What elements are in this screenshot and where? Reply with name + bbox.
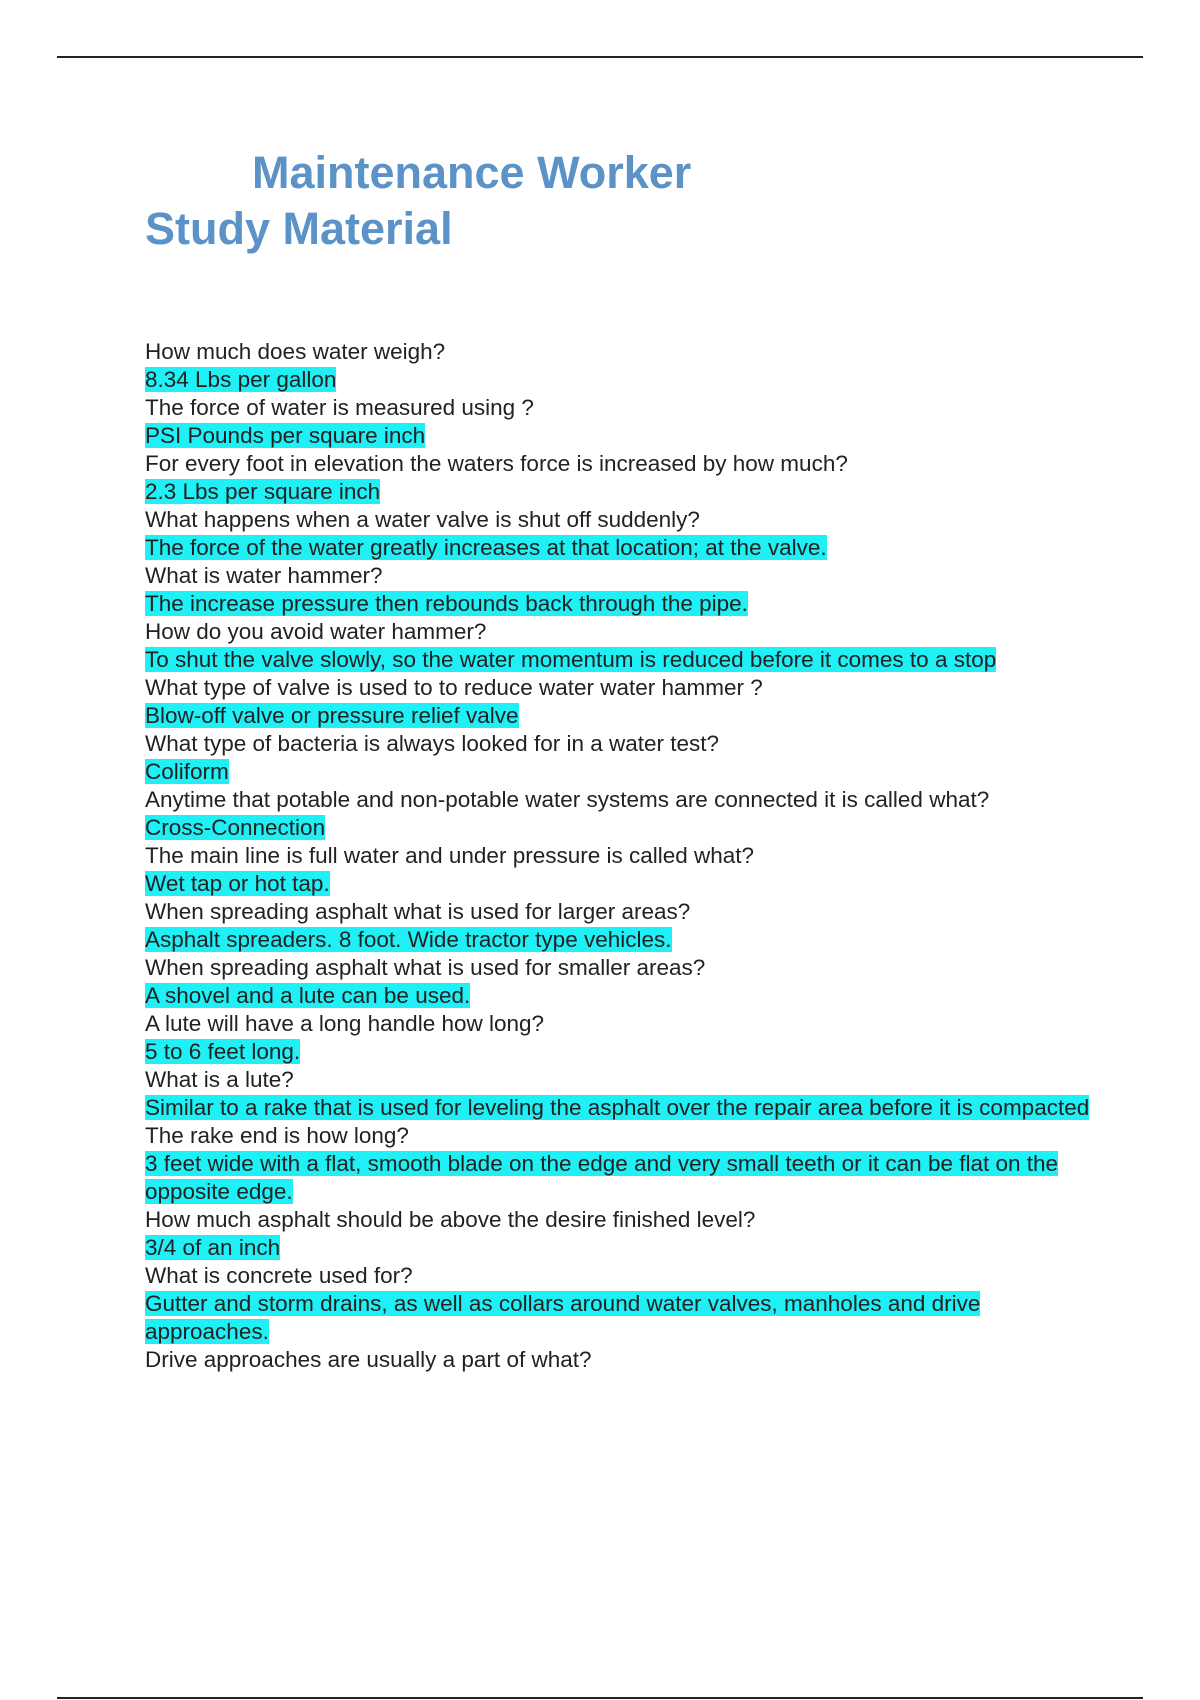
answer-highlight: Coliform: [145, 759, 229, 784]
answer-block: [145, 702, 1095, 730]
question-text: What type of bacteria is always looked for in a water test?: [145, 731, 720, 756]
answer-block: [145, 1094, 1095, 1122]
answer-block: [145, 366, 1095, 394]
question-text: The main line is full water and under pressure is called what?: [145, 843, 755, 868]
top-rule: [57, 56, 1143, 58]
question-text: The force of water is measured using ?: [145, 395, 534, 420]
answer-block: [145, 758, 1095, 786]
answer-highlight: 3/4 of an inch: [145, 1235, 281, 1260]
answer-block: [145, 534, 1095, 562]
answer-highlight: Similar to a rake that is used for leveling the asphalt over the repair area before it is compacted: [145, 1095, 1090, 1120]
answer-block: [145, 1234, 1095, 1262]
answer-highlight: Cross-Connection: [145, 815, 326, 840]
answer-highlight: Gutter and storm drains, as well as collars around water valves, manholes and drive approaches.: [145, 1291, 981, 1344]
answer-block: [145, 982, 1095, 1010]
answer-highlight: Wet tap or hot tap.: [145, 871, 330, 896]
answer-highlight: 2.3 Lbs per square inch: [145, 479, 381, 504]
title-line-1: Maintenance Worker: [252, 147, 692, 198]
answer-block: [145, 1150, 1095, 1206]
question-text: What is water hammer?: [145, 563, 383, 588]
question-text: When spreading asphalt what is used for larger areas?: [145, 899, 691, 924]
question-text: Anytime that potable and non-potable water systems are connected it is called what?: [145, 787, 990, 812]
question-text: What is concrete used for?: [145, 1263, 413, 1288]
answer-highlight: 3 feet wide with a flat, smooth blade on the edge and very small teeth or it can be flat on the opposite edge.: [145, 1151, 1059, 1204]
answer-highlight: The increase pressure then rebounds back through the pipe.: [145, 591, 748, 616]
answer-highlight: Asphalt spreaders. 8 foot. Wide tractor type vehicles.: [145, 927, 672, 952]
bottom-rule: [57, 1697, 1143, 1699]
answer-block: [145, 478, 1095, 506]
answer-highlight: PSI Pounds per square inch: [145, 423, 426, 448]
question-text: What is a lute?: [145, 1067, 294, 1092]
answer-highlight: A shovel and a lute can be used.: [145, 983, 471, 1008]
answer-block: [145, 926, 1095, 954]
qa-list: [145, 338, 1095, 1374]
answer-highlight: To shut the valve slowly, so the water momentum is reduced before it comes to a stop: [145, 647, 997, 672]
question-text: The rake end is how long?: [145, 1123, 409, 1148]
answer-highlight: 5 to 6 feet long.: [145, 1039, 301, 1064]
document-title: [145, 145, 691, 257]
question-text: How do you avoid water hammer?: [145, 619, 487, 644]
question-text: For every foot in elevation the waters force is increased by how much?: [145, 451, 848, 476]
question-text: When spreading asphalt what is used for smaller areas?: [145, 955, 706, 980]
question-text: How much asphalt should be above the desire finished level?: [145, 1207, 756, 1232]
answer-block: [145, 590, 1095, 618]
answer-block: [145, 870, 1095, 898]
question-text: What type of valve is used to to reduce water water hammer ?: [145, 675, 763, 700]
answer-highlight: 8.34 Lbs per gallon: [145, 367, 337, 392]
answer-block: [145, 814, 1095, 842]
answer-block: [145, 1038, 1095, 1066]
question-text: A lute will have a long handle how long?: [145, 1011, 545, 1036]
title-line-2: Study Material: [145, 203, 453, 254]
answer-highlight: Blow-off valve or pressure relief valve: [145, 703, 519, 728]
question-text: How much does water weigh?: [145, 339, 446, 364]
answer-block: [145, 646, 1095, 674]
question-text: What happens when a water valve is shut off suddenly?: [145, 507, 700, 532]
answer-block: [145, 1290, 1095, 1346]
answer-block: [145, 422, 1095, 450]
question-text: Drive approaches are usually a part of what?: [145, 1347, 592, 1372]
answer-highlight: The force of the water greatly increases at that location; at the valve.: [145, 535, 827, 560]
